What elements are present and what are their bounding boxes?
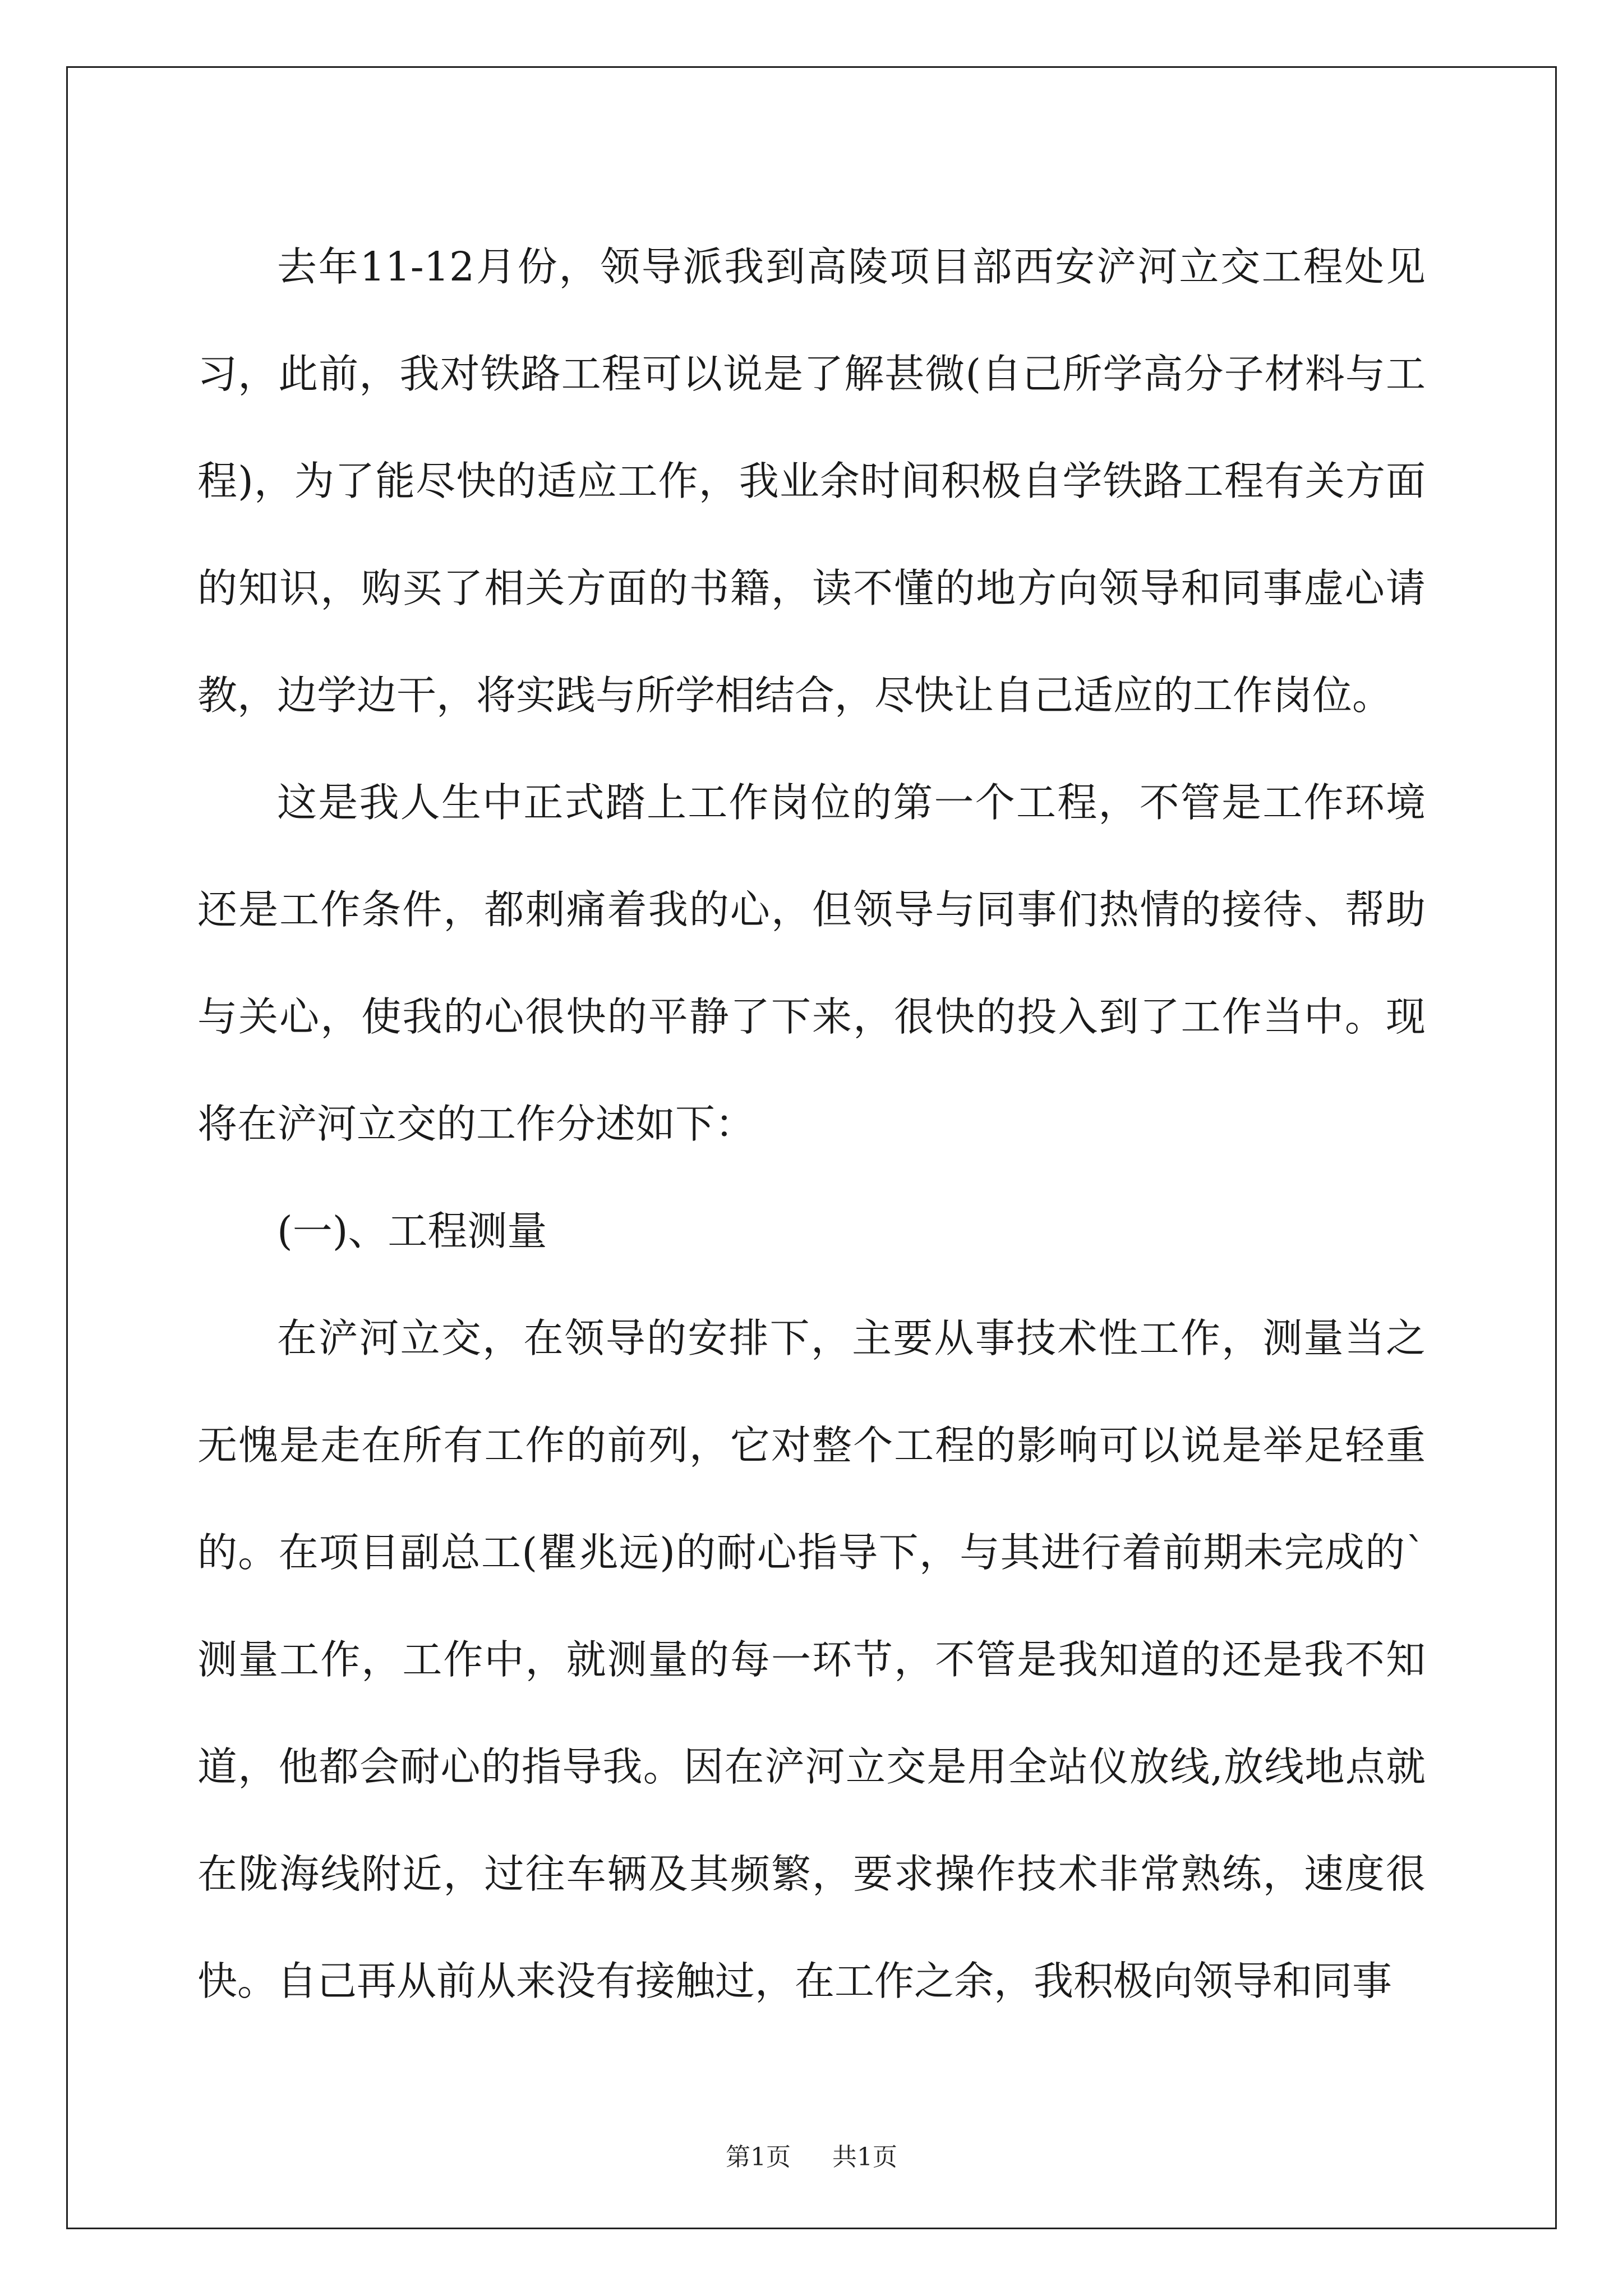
paragraph-survey-work: 在浐河立交，在领导的安排下，主要从事技术性工作，测量当之无愧是走在所有工作的前列，它对整个工程的影响可以说是举足轻重的。在项目副总工(瞿兆远)的耐心指导下，与其进行着前期未完成的`测量工作，工作中，就测量的每一环节，不管是我知道的还是我不知道，他都会耐心的指导我。因在浐河立交是用全站仪放线,放线地点就在陇海线附近，过往车辆及其频繁，要求操作技术非常熟练，速度很快。自己再从前从来没有接触过，在工作之余，我积极向领导和同事 [197, 1315, 1426, 2004]
page-total: 共1页 [832, 2143, 897, 2171]
document-body [197, 213, 1426, 2035]
section-heading-survey: (一)、工程测量 [277, 1208, 547, 1254]
paragraph-first-project: 这是我人生中正式踏上工作岗位的第一个工程，不管是工作环境还是工作条件，都刺痛着我的心，但领导与同事们热情的接待、帮助与关心，使我的心很快的平静了下来，很快的投入到了工作当中。现将在浐河立交的工作分述如下： [197, 779, 1426, 1147]
page-number: 第1页 [726, 2143, 791, 2171]
paragraph-intro: 去年11-12月份，领导派我到高陵项目部西安浐河立交工程处见习，此前，我对铁路工程可以说是了解甚微(自己所学高分子材料与工程)，为了能尽快的适应工作，我业余时间积极自学铁路工程有关方面的知识，购买了相关方面的书籍，读不懂的地方向领导和同事虚心请教，边学边干，将实践与所学相结合，尽快让自己适应的工作岗位。 [197, 243, 1426, 719]
page-footer [0, 2141, 1623, 2174]
